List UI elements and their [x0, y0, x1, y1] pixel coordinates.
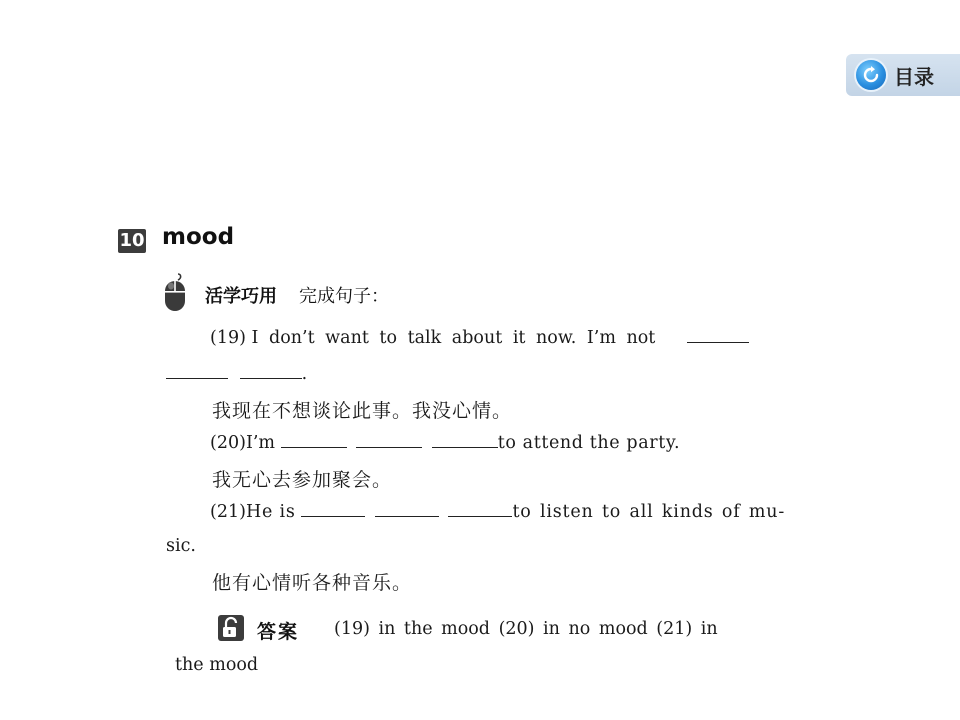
answer-blank[interactable]	[281, 431, 347, 448]
item-sentence: He is	[245, 502, 296, 522]
item-19-en	[210, 326, 749, 348]
item-number: (20)	[210, 433, 246, 453]
item-20-cn: 我无心去参加聚会。	[212, 469, 393, 491]
item-sentence: I’m	[245, 433, 276, 453]
answer-blank[interactable]	[166, 362, 228, 379]
item-21-en-cont: sic.	[166, 536, 196, 556]
item-number: (19)	[210, 328, 246, 348]
section-instruction: 完成句子：	[299, 286, 389, 307]
toc-button[interactable]	[846, 54, 960, 96]
mouse-icon	[162, 272, 190, 312]
item-20-en	[210, 431, 680, 453]
item-number: (21)	[210, 502, 246, 522]
answer-blank[interactable]	[240, 362, 302, 379]
item-19-en-cont	[166, 362, 307, 384]
item-21-cn: 他有心情听各种音乐。	[212, 572, 413, 594]
refresh-icon	[856, 60, 886, 90]
unlock-icon	[218, 615, 244, 641]
item-number-badge: 10	[119, 230, 145, 251]
answer-blank[interactable]	[432, 431, 498, 448]
answer-label: 答案	[257, 621, 300, 643]
item-19-cn: 我现在不想谈论此事。我没心情。	[212, 400, 513, 422]
answer-blank[interactable]	[448, 500, 512, 517]
answer-blank[interactable]	[356, 431, 422, 448]
item-sentence-end: to attend the party.	[497, 433, 681, 453]
heading-word: mood	[162, 224, 235, 250]
item-sentence-end: .	[301, 364, 308, 384]
answer-blank[interactable]	[375, 500, 439, 517]
answer-text-line1: (19) in the mood (20) in no mood (21) in	[334, 619, 718, 639]
answer-text-line2: the mood	[175, 655, 259, 675]
answer-blank[interactable]	[301, 500, 365, 517]
item-21-en	[210, 500, 785, 522]
item-sentence-end: to listen to all kinds of mu-	[512, 502, 786, 522]
toc-label: 目录	[894, 64, 934, 89]
answer-blank[interactable]	[687, 326, 749, 343]
item-sentence: I don’t want to talk about it now. I’m not	[251, 328, 656, 348]
section-title: 活学巧用	[205, 286, 277, 307]
section-label	[205, 282, 389, 308]
